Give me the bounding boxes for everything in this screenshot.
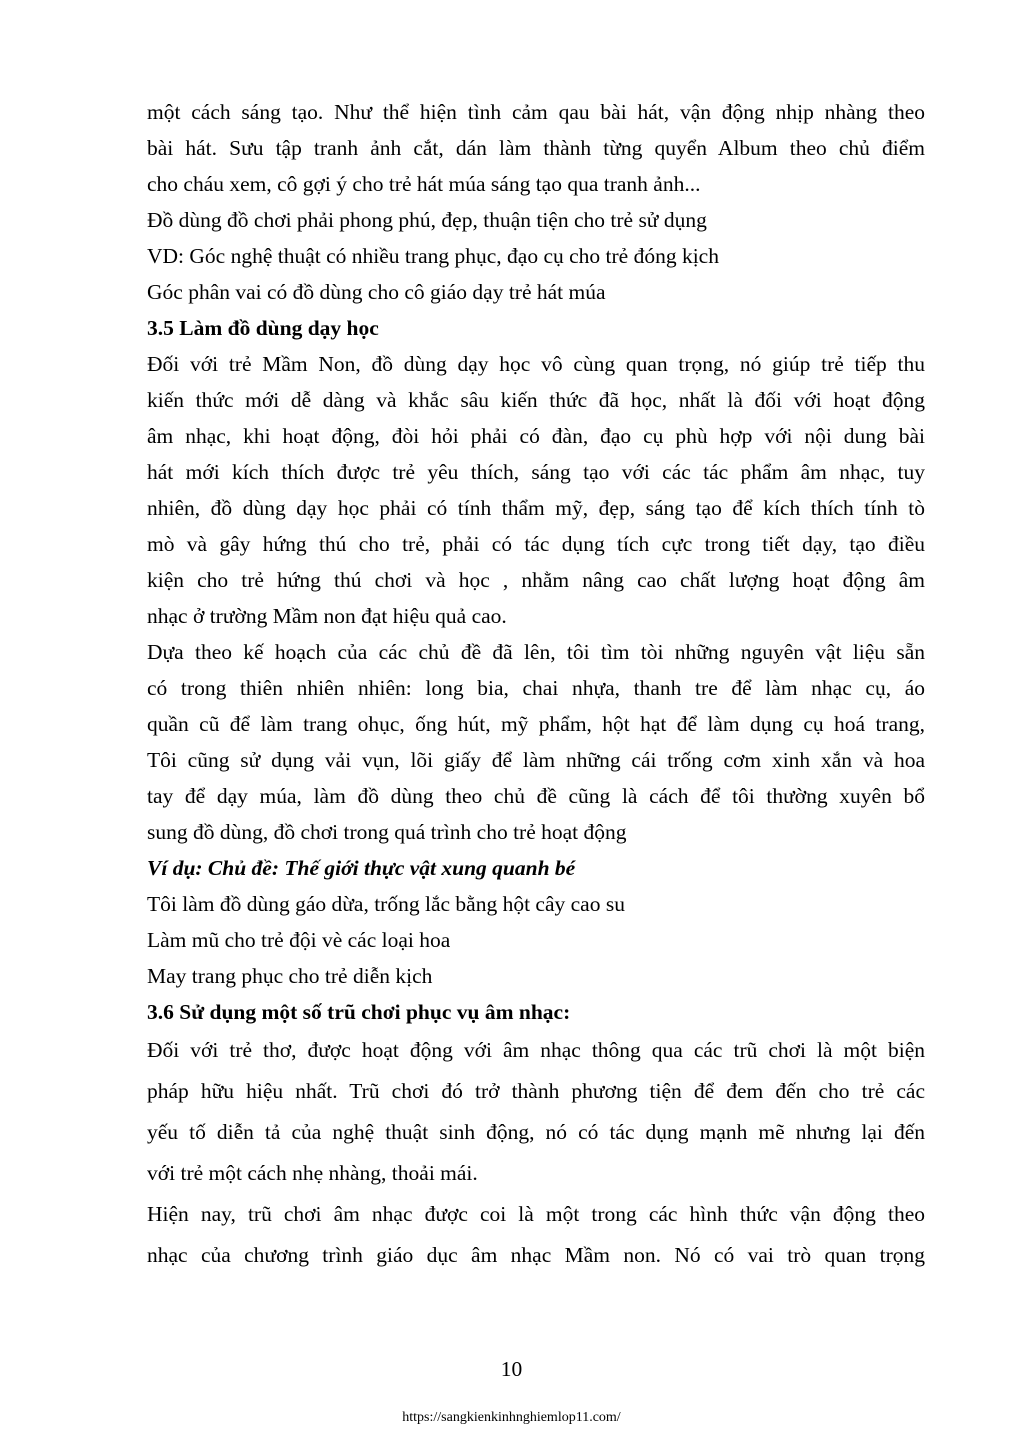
footer-url: https://sangkienkinhnghiemlop11.com/: [402, 1410, 621, 1425]
text-line: Tôi cũng sử dụng vải vụn, lõi giấy để làm những cái trống cơm xinh xắn và hoa: [147, 748, 925, 772]
text-line: Làm mũ cho trẻ đội vè các loại hoa: [147, 928, 451, 952]
text-line: Góc phân vai có đồ dùng cho cô giáo dạy trẻ hát múa: [147, 280, 606, 304]
text-line: cho cháu xem, cô gợi ý cho trẻ hát múa sáng tạo qua tranh ảnh...: [147, 172, 701, 196]
text-line: âm nhạc, khi hoạt động, đòi hỏi phải có đàn, đạo cụ phù hợp với nội dung bài: [147, 424, 925, 448]
text-line: mò và gây hứng thú cho trẻ, phải có tác dụng tích cực trong tiết dạy, tạo điều: [147, 532, 925, 556]
section-heading-3-6: 3.6 Sử dụng một số trũ chơi phục vụ âm nhạc:: [147, 1000, 571, 1024]
text-line: Tôi làm đồ dùng gáo dừa, trống lắc bằng hột cây cao su: [147, 892, 625, 916]
text-line: pháp hữu hiệu nhất. Trũ chơi đó trở thành phương tiện để đem đến cho trẻ các: [147, 1079, 925, 1103]
text-line: kiến thức mới dễ dàng và khắc sâu kiến thức đã học, nhất là đối với hoạt động: [147, 388, 925, 412]
text-line: Đối với trẻ thơ, được hoạt động với âm nhạc thông qua các trũ chơi là một biện: [147, 1038, 925, 1062]
page-number: 10: [500, 1357, 523, 1381]
text-line: Đối với trẻ Mầm Non, đồ dùng dạy học vô cùng quan trọng, nó giúp trẻ tiếp thu: [147, 352, 925, 376]
text-line: yếu tố diễn tả của nghệ thuật sinh động, nó có tác dụng mạnh mẽ nhưng lại đến: [147, 1120, 925, 1144]
text-line: bài hát. Sưu tập tranh ảnh cắt, dán làm thành từng quyển Album theo chủ điểm: [147, 136, 925, 160]
text-line: May trang phục cho trẻ diễn kịch: [147, 964, 433, 988]
text-line: hát mới kích thích được trẻ yêu thích, sáng tạo với các tác phẩm âm nhạc, tuy: [147, 460, 925, 484]
text-line: Dựa theo kế hoạch của các chủ đề đã lên, tôi tìm tòi những nguyên vật liệu sẵn: [147, 640, 925, 664]
text-line: Đồ dùng đồ chơi phải phong phú, đẹp, thuận tiện cho trẻ sử dụng: [147, 208, 707, 232]
text-line: sung đồ dùng, đồ chơi trong quá trình cho trẻ hoạt động: [147, 820, 627, 844]
text-line: tay để dạy múa, làm đồ dùng theo chủ đề cũng là cách để tôi thường xuyên bổ: [147, 784, 925, 808]
text-line: quần cũ để làm trang ohục, ống hút, mỹ phẩm, hột hạt để làm dụng cụ hoá trang,: [147, 712, 925, 736]
text-line: nhiên, đồ dùng dạy học phải có tính thẩm mỹ, đẹp, sáng tạo để kích thích tính tò: [147, 496, 925, 520]
text-line: Hiện nay, trũ chơi âm nhạc được coi là một trong các hình thức vận động theo: [147, 1202, 925, 1226]
text-line: nhạc ở trường Mầm non đạt hiệu quả cao.: [147, 604, 507, 628]
text-line: nhạc của chương trình giáo dục âm nhạc Mầm non. Nó có vai trò quan trọng: [147, 1243, 925, 1267]
document-body: [147, 94, 925, 1276]
text-line: một cách sáng tạo. Như thể hiện tình cảm qau bài hát, vận động nhịp nhàng theo: [147, 100, 925, 124]
text-line: có trong thiên nhiên nhiên: long bia, chai nhựa, thanh tre để làm nhạc cụ, áo: [147, 676, 925, 700]
text-line: VD: Góc nghệ thuật có nhiều trang phục, đạo cụ cho trẻ đóng kịch: [147, 244, 719, 268]
example-heading: Ví dụ: Chủ đề: Thế giới thực vật xung quanh bé: [147, 856, 576, 880]
section-heading-3-5: 3.5 Làm đồ dùng dạy học: [147, 316, 379, 340]
text-line: kiện cho trẻ hứng thú chơi và học , nhằm nâng cao chất lượng hoạt động âm: [147, 568, 925, 592]
text-line: với trẻ một cách nhẹ nhàng, thoải mái.: [147, 1161, 478, 1185]
